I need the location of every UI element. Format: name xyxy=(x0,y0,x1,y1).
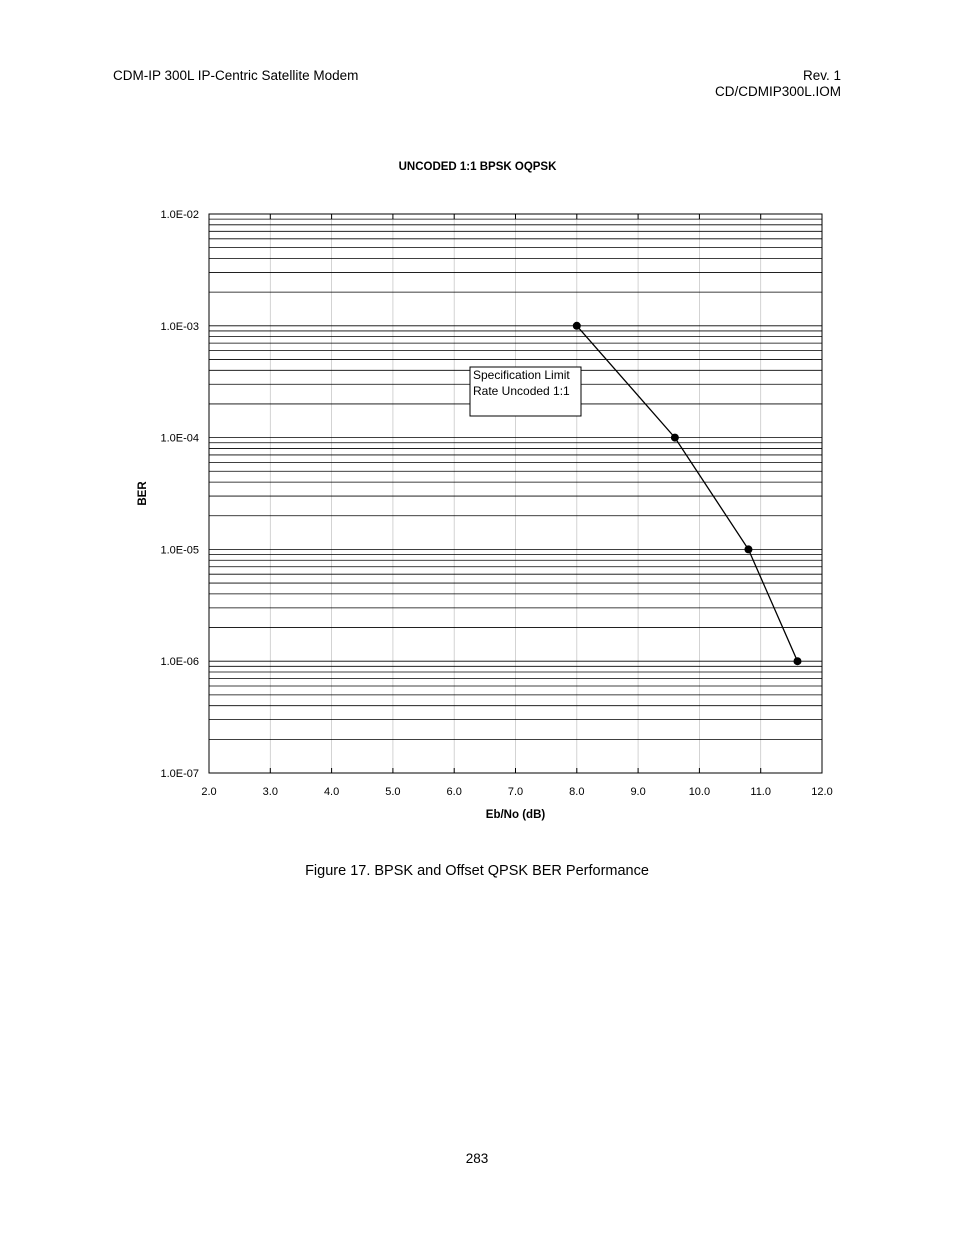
y-tick-label: 1.0E-04 xyxy=(160,432,199,445)
header-title: CDM-IP 300L IP-Centric Satellite Modem xyxy=(113,68,359,83)
annotation-text: Specification Limit xyxy=(473,368,570,382)
x-tick-label: 3.0 xyxy=(262,786,278,798)
x-tick-label: 10.0 xyxy=(688,786,711,798)
data-point xyxy=(793,657,801,665)
page-number: 283 xyxy=(465,1151,489,1166)
y-tick-label: 1.0E-07 xyxy=(160,768,199,780)
x-tick-label: 11.0 xyxy=(750,786,771,798)
x-tick-label: 6.0 xyxy=(446,786,462,798)
x-tick-label: 2.0 xyxy=(201,786,217,798)
y-tick-label: 1.0E-06 xyxy=(160,656,199,669)
header-rev: Rev. 1 xyxy=(802,68,841,83)
annotations xyxy=(470,367,581,416)
x-axis-label: Eb/No (dB) xyxy=(485,809,546,821)
x-tick-label: 9.0 xyxy=(630,786,646,798)
y-axis-label: BER xyxy=(137,481,149,506)
y-tick-label: 1.0E-05 xyxy=(160,544,199,557)
data-point xyxy=(671,434,679,442)
data-point xyxy=(744,545,752,553)
annotation-text: Rate Uncoded 1:1 xyxy=(473,384,570,398)
x-tick-label: 4.0 xyxy=(323,786,340,798)
tick-labels xyxy=(160,209,832,798)
x-tick-label: 7.0 xyxy=(507,786,524,798)
y-tick-label: 1.0E-03 xyxy=(160,320,199,333)
figure-caption: Figure 17. BPSK and Offset QPSK BER Performance xyxy=(305,863,649,879)
grid xyxy=(209,214,822,773)
x-tick-label: 5.0 xyxy=(385,786,401,798)
chart-title: UNCODED 1:1 BPSK OQPSK xyxy=(398,161,557,173)
x-tick-label: 12.0 xyxy=(811,786,833,798)
data-point xyxy=(573,322,581,330)
header-doc-id: CD/CDMIP300L.IOM xyxy=(714,84,841,99)
y-tick-label: 1.0E-02 xyxy=(160,209,199,221)
x-tick-label: 8.0 xyxy=(569,786,585,798)
ber-curve xyxy=(577,326,798,661)
series xyxy=(573,322,802,665)
